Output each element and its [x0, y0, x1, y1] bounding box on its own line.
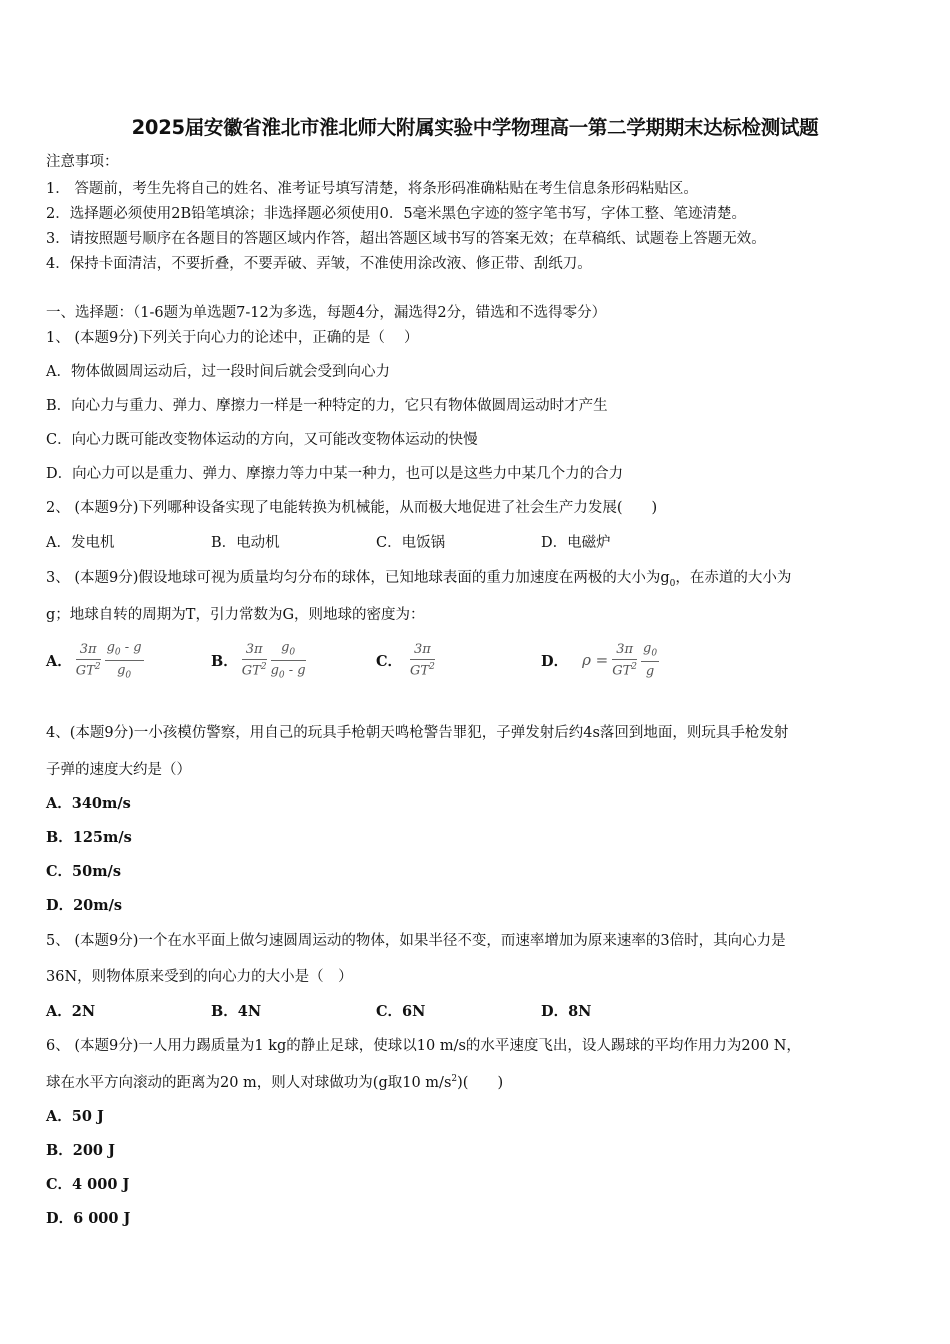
- rho-symbol: ρ =: [582, 651, 609, 669]
- formula-term: g: [643, 641, 652, 657]
- formula-subscript: 0: [278, 670, 285, 681]
- q3-option-c: [376, 638, 435, 682]
- fraction: [410, 642, 435, 678]
- formula-subscript: 0: [125, 670, 132, 681]
- q3-option-d: [541, 638, 659, 682]
- formula-term: g: [117, 662, 126, 678]
- q5-stem-line1: 5、 (本题9分)一个在水平面上做匀速圆周运动的物体，如果半径不变，而速率增加为原来速率的3倍时，其向心力是: [46, 933, 786, 949]
- denominator: [105, 661, 144, 681]
- notice-item: 1． 答题前，考生先将自己的姓名、准考证号填写清楚，将条形码准确粘贴在考生信息条形码粘贴区。: [46, 181, 698, 197]
- q4-option-a: A．340m/s: [46, 795, 131, 812]
- section-header: 一、选择题：（1-6题为单选题7-12为多选，每题4分，漏选得2分，错选和不选得零分）: [46, 305, 607, 321]
- denominator: [410, 660, 435, 678]
- q6-option-b: B．200 J: [46, 1142, 115, 1159]
- formula-operator: -: [284, 662, 298, 678]
- q1-option-b: B．向心力与重力、弹力、摩擦力一样是一种特定的力，它只有物体做圆周运动时才产生: [46, 398, 608, 414]
- q5-option-a: A．2N: [46, 1003, 96, 1020]
- formula-term: GT: [75, 663, 95, 679]
- q6-option-a: A．50 J: [46, 1108, 104, 1125]
- q2-stem: 2、 (本题9分)下列哪种设备实现了电能转换为机械能，从而极大地促进了社会生产力发展( ): [46, 500, 658, 516]
- q3-option-label: A．: [46, 652, 72, 670]
- q3-stem-text: 3、 (本题9分)假设地球可视为质量均匀分布的球体，已知地球表面的重力加速度在两极的大小为g: [46, 570, 670, 586]
- q6-stem-text: )( ): [457, 1075, 504, 1091]
- q3-option-b: [211, 638, 306, 682]
- q6-option-c: C．4 000 J: [46, 1176, 130, 1193]
- formula-term: g: [281, 639, 290, 655]
- formula-subscript: 0: [114, 647, 121, 658]
- fraction: [271, 640, 306, 680]
- q6-stem-sup: 2: [451, 1074, 458, 1085]
- fraction: [242, 642, 267, 678]
- q5-option-c: C．6N: [376, 1003, 426, 1020]
- q1-stem: 1、 (本题9分)下列关于向心力的论述中，正确的是（ ）: [46, 330, 419, 346]
- formula-exponent: 2: [260, 661, 267, 672]
- q2-option-a: A．发电机: [46, 535, 115, 551]
- q6-stem-line1: 6、 (本题9分)一人用力踢质量为1 kg的静止足球，使球以10 m/s的水平速度飞出，设人踢球的平均作用力为200 N，: [46, 1038, 801, 1054]
- q1-option-a: A．物体做圆周运动后，过一段时间后就会受到向心力: [46, 364, 390, 380]
- fraction: [641, 641, 659, 679]
- q4-stem-line2: 子弹的速度大约是（）: [46, 762, 191, 778]
- q6-option-d: D．6 000 J: [46, 1210, 131, 1227]
- numerator: 3π: [242, 642, 267, 660]
- numerator: [271, 640, 306, 661]
- q2-option-c: C．电饭锅: [376, 535, 446, 551]
- q3-stem-line2: g；地球自转的周期为T，引力常数为G，则地球的密度为：: [46, 607, 425, 623]
- q6-stem-line2: [46, 1071, 911, 1092]
- notice-item: 4．保持卡面清洁，不要折叠，不要弄破、弄皱，不准使用涂改液、修正带、刮纸刀。: [46, 256, 592, 272]
- q3-option-a: [46, 638, 144, 682]
- denominator: [612, 660, 637, 678]
- notice-heading: 注意事项：: [46, 154, 119, 170]
- formula-subscript: 0: [651, 648, 658, 659]
- notice-item: 2．选择题必须使用2B铅笔填涂；非选择题必须使用0．5毫米黑色字迹的签字笔书写，字体工整、笔迹清楚。: [46, 206, 747, 222]
- formula: [410, 642, 435, 678]
- q2-option-d: D．电磁炉: [541, 535, 611, 551]
- page-title: 2025届安徽省淮北市淮北师大附属实验中学物理高一第二学期期末达标检测试题: [131, 116, 819, 139]
- formula: [242, 640, 306, 680]
- formula-operator: -: [120, 639, 134, 655]
- formula: [582, 641, 659, 679]
- q4-option-c: C．50m/s: [46, 863, 122, 880]
- q3-stem-sub: 0: [669, 578, 676, 589]
- formula-exponent: 2: [94, 661, 101, 672]
- q3-stem-line1: [46, 566, 911, 589]
- denominator: [242, 660, 267, 678]
- fraction: [105, 640, 144, 680]
- formula-subscript: 0: [289, 647, 296, 658]
- q4-option-d: D．20m/s: [46, 897, 123, 914]
- q3-option-label: B．: [211, 652, 238, 670]
- q5-stem-line2: 36N，则物体原来受到的向心力的大小是（ ）: [46, 969, 353, 985]
- formula-term: GT: [241, 663, 261, 679]
- q1-option-c: C．向心力既可能改变物体运动的方向，又可能改变物体运动的快慢: [46, 432, 478, 448]
- q3-option-label: C．: [376, 652, 403, 670]
- q3-stem-text: ，在赤道的大小为: [675, 570, 792, 586]
- numerator: 3π: [612, 642, 637, 660]
- fraction: [76, 642, 101, 678]
- numerator: [641, 641, 659, 662]
- q2-option-b: B．电动机: [211, 535, 280, 551]
- formula: [76, 640, 144, 680]
- formula-term: g: [106, 639, 115, 655]
- formula-exponent: 2: [631, 661, 638, 672]
- numerator: 3π: [76, 642, 101, 660]
- q4-stem-line1: 4、(本题9分)一小孩模仿警察，用自己的玩具手枪朝天鸣枪警告罪犯，子弹发射后约4s落回到地面，则玩具手枪发射: [46, 725, 789, 741]
- formula-term: GT: [410, 663, 430, 679]
- q5-option-b: B．4N: [211, 1003, 262, 1020]
- notice-item: 3．请按照题号顺序在各题目的答题区域内作答，超出答题区域书写的答案无效；在草稿纸、试题卷上答题无效。: [46, 231, 766, 247]
- denominator: [76, 660, 101, 678]
- formula-term: g: [270, 662, 279, 678]
- q4-option-b: B．125m/s: [46, 829, 132, 846]
- denominator: [271, 661, 306, 681]
- formula-term: g: [133, 639, 142, 655]
- q5-option-d: D．8N: [541, 1003, 592, 1020]
- formula-exponent: 2: [429, 661, 435, 672]
- q6-stem-text: 球在水平方向滚动的距离为20 m，则人对球做功为(g取10 m/s: [46, 1075, 452, 1091]
- formula-term: GT: [612, 663, 632, 679]
- denominator: g: [645, 663, 655, 679]
- formula-term: g: [297, 662, 306, 678]
- numerator: 3π: [410, 642, 435, 660]
- q3-option-label: D．: [541, 652, 569, 670]
- fraction: [612, 642, 637, 678]
- q1-option-d: D．向心力可以是重力、弹力、摩擦力等力中某一种力，也可以是这些力中某几个力的合力: [46, 466, 624, 482]
- numerator: [105, 640, 144, 661]
